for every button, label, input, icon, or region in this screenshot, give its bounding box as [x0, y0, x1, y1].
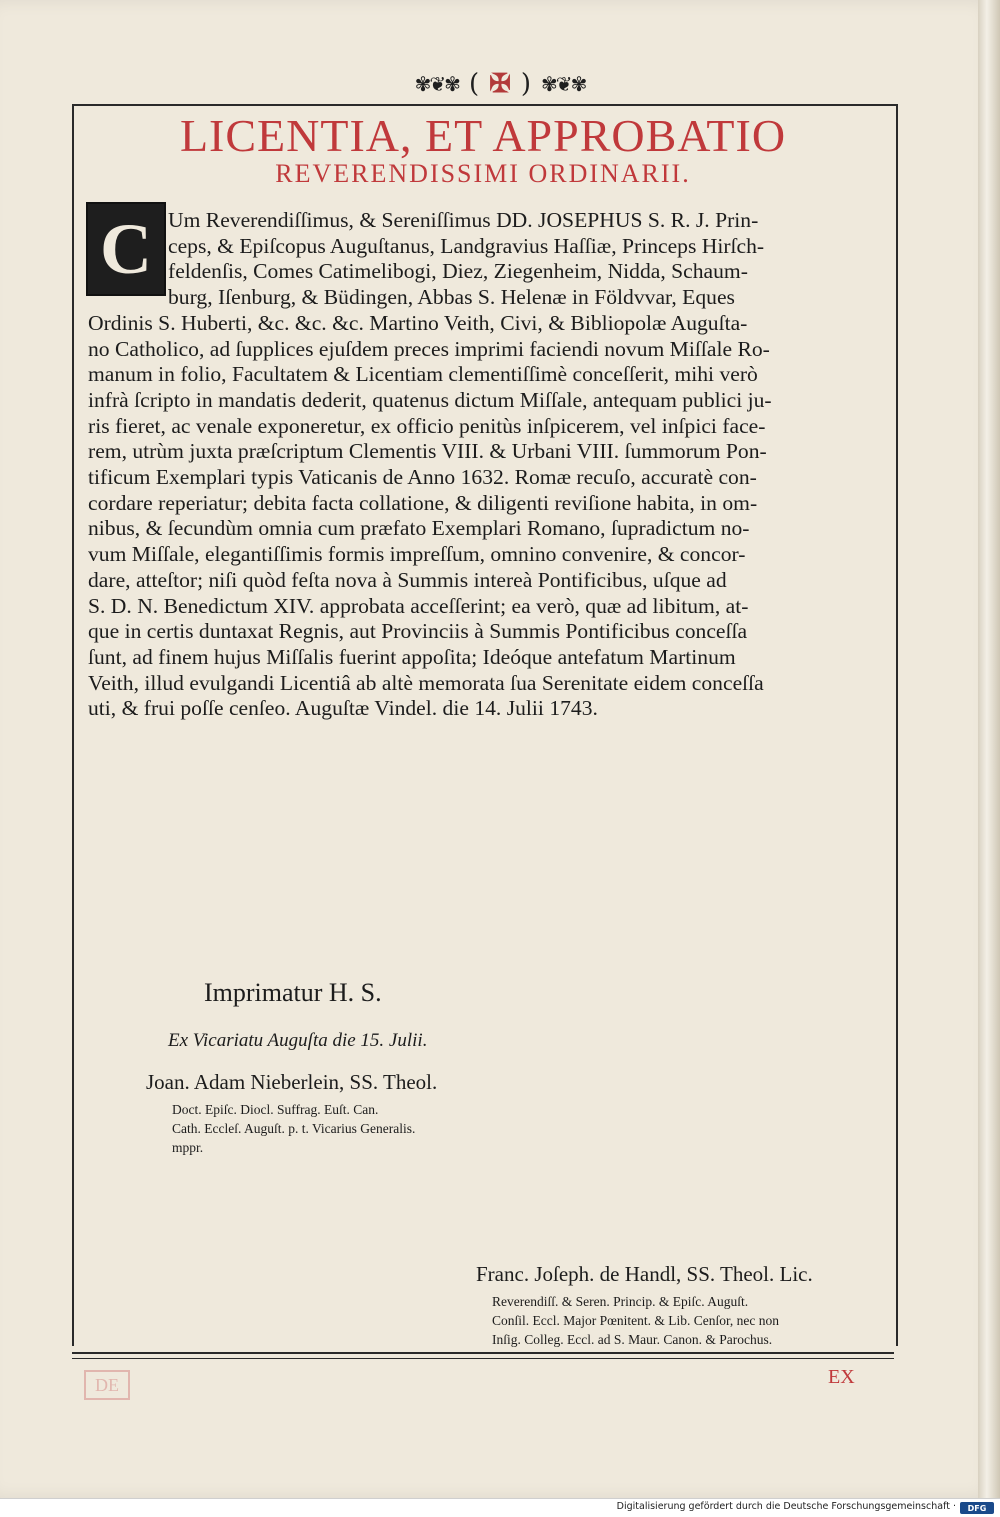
body-line: dare, atteſtor; niſi quòd feſta nova à Summis intereà Pontificibus, uſque ad [88, 567, 727, 592]
body-line: tificum Exemplari typis Vaticanis de Anno 1632. Romæ recuſo, accuratè con- [88, 465, 757, 490]
signature-1-name: Joan. Adam Nieberlein, SS. Theol. [146, 1070, 438, 1094]
ornament-left-icon: ✾❦✾ [414, 72, 459, 96]
body-line: Veith, illud evulgandi Licentiâ ab altè memorata ſua Serenitate eidem conceſſa [88, 670, 764, 695]
body-line: ris fieret, ac venale exponeretur, ex officio penitùs inſpicerem, vel inſpici face- [88, 413, 766, 438]
footer-credit: Digitalisierung gefördert durch die Deutsche Forschungsgemeinschaft · [616, 1501, 956, 1512]
paren-close: ) [520, 69, 532, 99]
signature-1-line: Doct. Epiſc. Diocl. Suffrag. Euſt. Can. [172, 1102, 379, 1117]
header-ornament [0, 66, 1000, 102]
signature-2-line: Reverendiſſ. & Seren. Princip. & Epiſc. Auguſt. [492, 1294, 749, 1309]
body-line: no Catholico, ad ſupplices ejuſdem preces imprimi faciendi novum Miſſale Ro- [88, 336, 770, 361]
body-line: nibus, & ſecundùm omnia cum præfato Exemplari Romano, ſupradictum no- [88, 516, 750, 541]
decorated-initial [86, 202, 166, 296]
body-line: manum in folio, Facultatem & Licentiam clementiſſimè conceſſerit, mihi verò [88, 362, 758, 387]
signature-1-line: Cath. Eccleſ. Auguſt. p. t. Vicarius Generalis. [172, 1121, 416, 1136]
cross-icon: ✠ [489, 69, 511, 99]
body-line: infrà ſcripto in mandatis dederit, quatenus dictum Miſſale, antequam publici ju- [88, 387, 772, 412]
catchword: EX [828, 1366, 855, 1388]
page-edge [978, 0, 1000, 1498]
signature-2-line: Conſil. Eccl. Major Pœnitent. & Lib. Cenſor, nec non [492, 1313, 780, 1328]
body-line: ſunt, ad finem hujus Miſſalis fuerint appoſita; Ideóque antefatum Martinum [88, 644, 736, 669]
dfg-logo-icon: DFG [960, 1502, 994, 1514]
body-line: cordare reperiatur; debita facta collatione, & diligenti reviſione habita, in om- [88, 490, 758, 515]
body-line: que in certis duntaxat Regnis, aut Provinciis à Summis Pontificibus conceſſa [88, 619, 748, 644]
body-line: S. D. N. Benedictum XIV. approbata acceſſerint; ea verò, quæ ad libitum, at- [88, 593, 749, 618]
body-line: Um Reverendiſſimus, & Sereniſſimus DD. JOSEPHUS S. R. J. Prin- [168, 208, 759, 232]
signature-2-titles [492, 1292, 779, 1349]
body-line: uti, & frui poſſe cenſeo. Auguſtæ Vindel. die 14. Julii 1743. [88, 696, 598, 721]
ornament-right-icon: ✾❦✾ [541, 72, 586, 96]
license-body [88, 208, 882, 722]
footer-bar [0, 1498, 1000, 1517]
body-line: Ordinis S. Huberti, &c. &c. &c. Martino Veith, Civi, & Bibliopolæ Auguſta- [88, 310, 748, 335]
body-line: rem, utrùm juxta præſcriptum Clementis VIII. & Urbani VIII. ſummorum Pon- [88, 439, 767, 464]
signature-2-line: Inſig. Colleg. Eccl. ad S. Maur. Canon. & Parochus. [492, 1332, 773, 1347]
signature-1-titles [172, 1100, 415, 1157]
bottom-rule-thin [72, 1358, 894, 1359]
body-line: feldenſis, Comes Catimelibogi, Diez, Ziegenheim, Nidda, Schaum- [168, 259, 748, 284]
body-line: ceps, & Epiſcopus Auguſtanus, Landgravius Haſſiæ, Princeps Hirſch- [168, 233, 765, 258]
signature-2-name: Franc. Joſeph. de Handl, SS. Theol. Lic. [476, 1262, 813, 1286]
imprimatur: Imprimatur H. S. [204, 978, 382, 1007]
bottom-rule [72, 1352, 894, 1354]
page-title: LICENTIA, ET APPROBATIO [179, 110, 787, 161]
initial-letter: C [100, 208, 152, 289]
page-subtitle: REVERENDISSIMI ORDINARII. [275, 159, 691, 188]
library-stamp: DE [84, 1370, 130, 1400]
body-line: vum Miſſale, elegantiſſimis formis impreſſum, omnino convenire, & concor- [88, 542, 746, 567]
signature-1-line: mppr. [172, 1140, 204, 1155]
body-line: burg, Iſenburg, & Büdingen, Abbas S. Helenæ in Földvvar, Eques [168, 285, 735, 310]
paren-open: ( [468, 69, 480, 99]
ex-vicariatu: Ex Vicariatu Auguſta die 15. Julii. [168, 1030, 428, 1051]
